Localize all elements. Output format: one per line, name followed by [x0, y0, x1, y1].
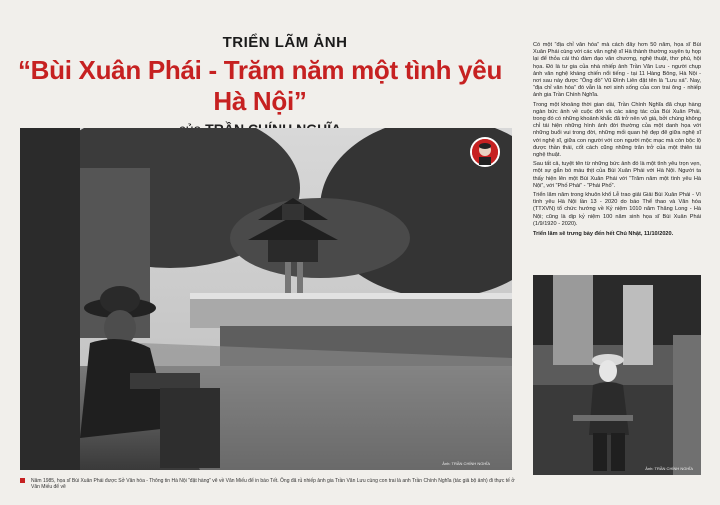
- author-portrait-badge: [470, 137, 500, 167]
- caption-marker: [20, 478, 25, 483]
- photo-caption: [20, 478, 520, 490]
- body-paragraph: Có một “địa chỉ văn hóa” mà cách đây hơn 50 năm, họa sĩ Bùi Xuân Phái cùng với các văn nghệ sĩ Hà thành thường xuyên tụ họp lại để thỏa cái thú đàm đạo văn chương, nghệ thuật, thơ phú, hội họa. Đó là tư gia của nhà nhiếp ảnh Trần Văn Lưu - người chụp ảnh văn nghệ kháng chiến nổi tiếng - tại 11 Hàng Bông, Hà Nội - nơi sau này được “Ông đồ” Vũ Đình Liên đặt tên là “Lưu xá”. Nay, “địa chỉ văn hóa” đó vẫn là nơi sinh sống của con trai ông - nhiếp ảnh gia Trần Chính Nghĩa.: [533, 42, 701, 99]
- body-paragraph: Triển lãm năm trong khuôn khổ Lễ trao giải Giải Bùi Xuân Phái - Vì tình yêu Hà Nội lần 13 - 2020 do báo Thể thao và Văn hóa (TTXVN) tổ chức hướng về Kỷ niệm 1010 năm Thăng Long - Hà Nội; cũng là dịp kỷ niệm 100 năm sinh họa sĩ Bùi Xuân Phái (1/9/1920 - 2020).: [533, 192, 701, 227]
- headline: “Bùi Xuân Phái - Trăm năm một tình yêu Hà Nội”: [17, 55, 503, 116]
- side-photo: [533, 275, 701, 475]
- body-paragraph: Sau tất cả, tuyệt tên từ những bức ảnh đó là một tình yêu trọn vẹn, một sự gắn bó máu thịt của Bùi Xuân Phái với Hà Nội. Người ta thấy hiện lên một Bùi Xuân Phái với “Trăm năm một tình yêu Hà Nội”, với “Phố Phái” - “Phái Phố”.: [533, 161, 701, 189]
- kicker: TRIỂN LÃM ẢNH: [222, 34, 348, 51]
- body-paragraph: Trong một khoảng thời gian dài, Trần Chính Nghĩa đã chụp hàng ngàn bức ảnh về cuộc đời và các sáng tác của Bùi Xuân Phái, trong đó có những khoảnh khắc đã trở nên vô giá, bởi chúng không chỉ tái hiện những hình ảnh đời thường của một danh họa với những buổi vui trong đời, những mối quan hệ đẹp đẽ giữa nghệ sĩ với nghệ sĩ, giữa con người với con người mộc mạc mà còn bộc lộ được thần thái, cốt cách cũng những trăn trở của một thiên tài nghệ thuật.: [533, 101, 701, 159]
- side-photo-credit: Ảnh: TRẦN CHÍNH NGHĨA: [645, 466, 693, 471]
- closing-note: Triển lãm sẽ trưng bày đến hết Chủ Nhật, 11/10/2020.: [533, 231, 674, 238]
- caption-text: Năm 1985, họa sĩ Bùi Xuân Phái được Sở Văn hóa - Thông tin Hà Nội “đặt hàng” vẽ về Văn Miếu để in báo Tết. Ông đã rủ nhiếp ảnh gia Trần Văn Lưu cùng con trai là anh Trần Chính Nghĩa (tác giả bộ ảnh) đi thực tế ở Văn Miếu để vẽ: [31, 478, 515, 490]
- main-photo-credit: Ảnh: TRẦN CHÍNH NGHĨA: [442, 461, 490, 466]
- article-header: [0, 34, 520, 137]
- main-photo: [20, 128, 512, 470]
- article-body: [533, 42, 701, 240]
